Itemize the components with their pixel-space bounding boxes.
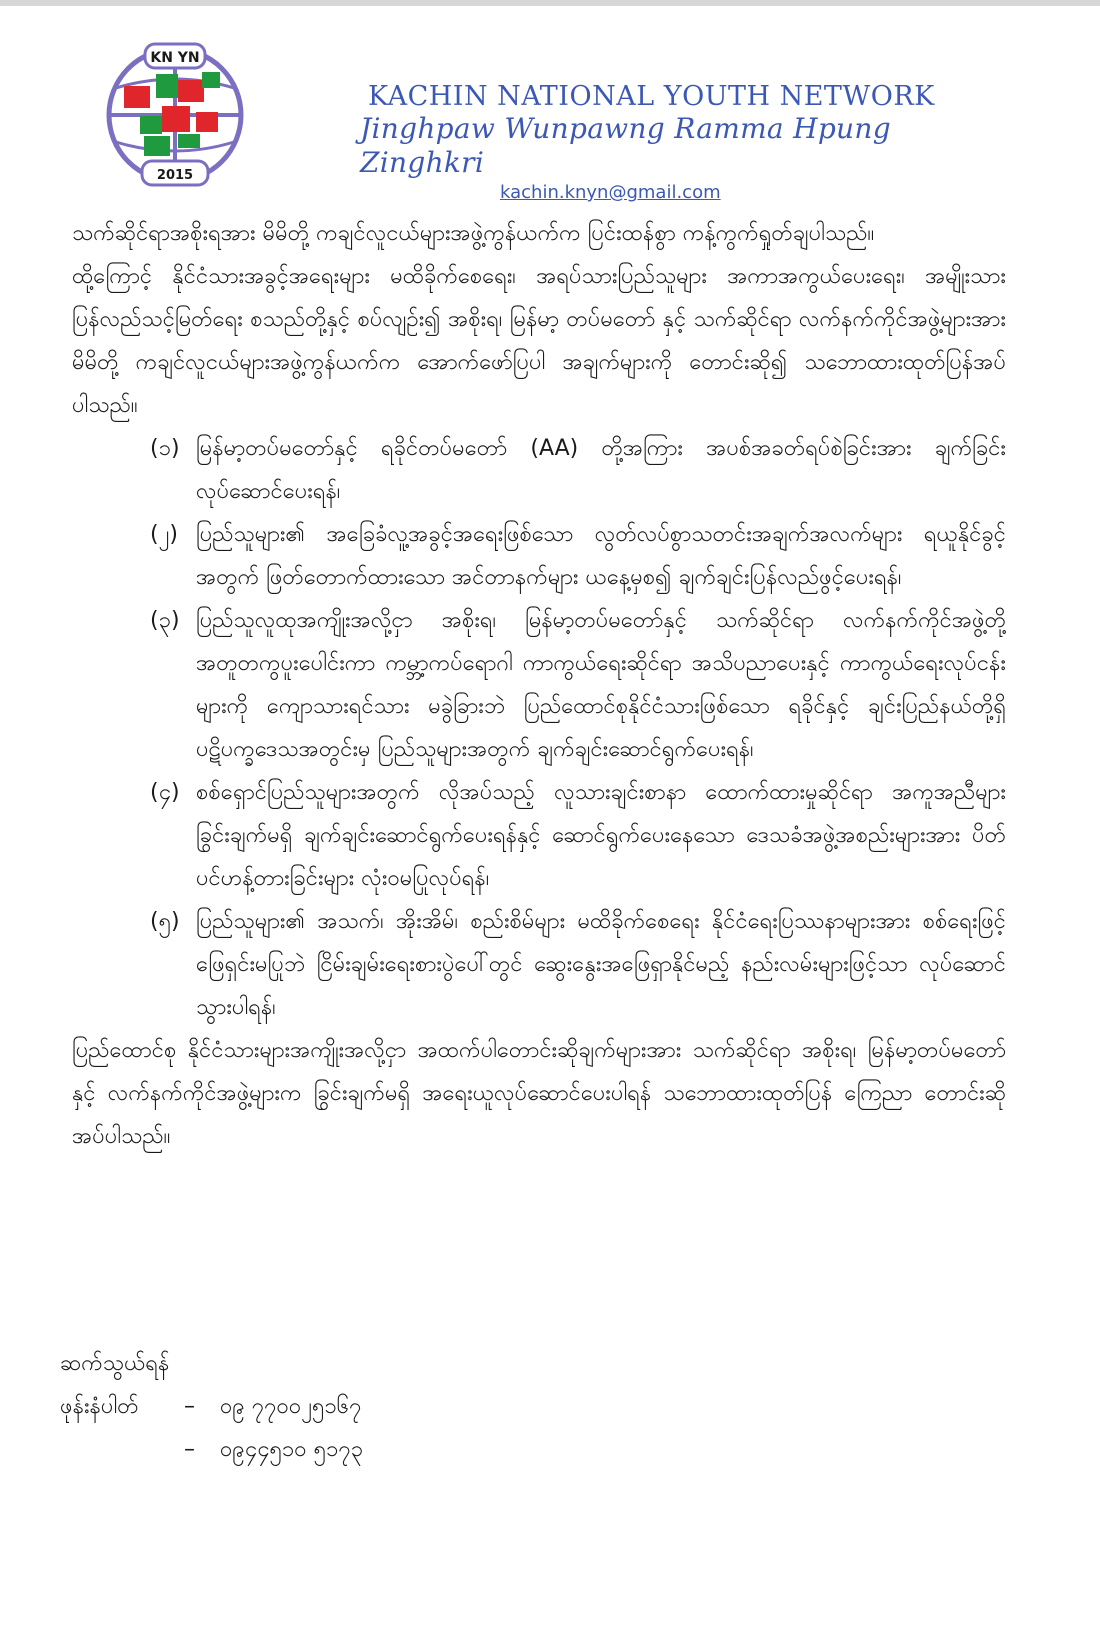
- demand-number: (၃): [150, 608, 180, 633]
- logo-red-block-2: [178, 80, 204, 102]
- demand-text: စစ်ရှောင်ပြည်သူများအတွက် လိုအပ်သည့် လူသားချင်းစာနာ ထောက်ထားမှုဆိုင်ရာ အကူအညီများ ခြွင်းချက်မရှိ ချက်ချင်းဆောင်ရွက်ပေးရန်နှင့် ဆောင်ရွက်ပေးနေသော ဒေသခံအဖွဲ့အစည်းများအား ပိတ်ပင်ဟန့်တားခြင်းများ လုံးဝမပြုလုပ်ရန်၊: [196, 780, 1006, 891]
- list-item: [72, 771, 1006, 900]
- logo-red-block-3: [162, 106, 190, 132]
- demand-number: (၁): [150, 436, 180, 461]
- knyn-logo: [100, 40, 250, 190]
- list-item: [72, 427, 1006, 513]
- closing-paragraph: ပြည်ထောင်စု နိုင်ငံသားများအကျိုးအလို့ငှာ အထက်ပါတောင်းဆိုချက်များအား သက်ဆိုင်ရာ အစိုးရ၊ မြန်မာ့တပ်မတော်နှင့် လက်နက်ကိုင်အဖွဲ့များက ခြွင်းချက်မရှိ အရေးယူလုပ်ဆောင်ပေးပါရန် သဘောထားထုတ်ပြန် ကြေညာ တောင်းဆိုအပ်ပါသည်။: [72, 1038, 1006, 1149]
- phone-label: ဖုန်းနံပါတ်: [60, 1394, 139, 1419]
- org-name: KACHIN NATIONAL YOUTH NETWORK: [368, 81, 935, 112]
- org-email-link[interactable]: kachin.knyn@gmail.com: [500, 182, 721, 203]
- demand-text: မြန်မာ့တပ်မတော်နှင့် ရခိုင်တပ်မတော် (AA) တို့အကြား အပစ်အခတ်ရပ်စဲခြင်းအား ချက်ခြင်း လုပ်ဆောင်ပေးရန်၊: [196, 436, 1006, 504]
- phone-dash: –: [184, 1394, 195, 1419]
- list-item: [72, 513, 1006, 599]
- demand-number: (၅): [150, 909, 180, 934]
- phone-number-2: ၀၉၄၄၅၁၀ ၅၁၇၃: [220, 1437, 364, 1462]
- demand-number: (၄): [150, 780, 180, 805]
- demand-number: (၂): [150, 522, 178, 547]
- contact-section: [60, 1342, 364, 1471]
- logo-year-text: 2015: [156, 168, 194, 183]
- demand-text: ပြည်သူများ၏ အခြေခံလူ့အခွင့်အရေးဖြစ်သော လွတ်လပ်စွာသတင်းအချက်အလက်များ ရယူနိုင်ခွင့်အတွက် ဖြတ်တောက်ထားသော အင်တာနက်များ ယနေ့မှစ၍ ချက်ချင်းပြန်လည်ဖွင့်ပေးရန်၊: [196, 522, 1006, 590]
- phone-number-1: ၀၉ ၇၇၀၀၂၅၁၆၇: [220, 1394, 362, 1419]
- list-item: [72, 599, 1006, 771]
- logo-red-block-1: [124, 86, 150, 108]
- phone-row-2: [60, 1428, 364, 1471]
- demands-list: [72, 427, 1006, 1029]
- org-subtitle: Jinghpaw Wunpawng Ramma Hpung Zinghkri: [360, 112, 891, 179]
- top-edge-strip: [0, 0, 1100, 6]
- intro-paragraph-2: ထို့ကြောင့် နိုင်ငံသားအခွင့်အရေးများ မထိခိုက်စေရေး၊ အရပ်သားပြည်သူများ အကာအကွယ်ပေးရေး၊ အမျိုးသားပြန်လည်သင့်မြတ်ရေး စသည်တို့နှင့် စပ်လျဉ်း၍ အစိုးရ၊ မြန်မာ့ တပ်မတော် နှင့် သက်ဆိုင်ရာ လက်နက်ကိုင်အဖွဲ့များအား မိမိတို့ ကချင်လူငယ်များအဖွဲ့ကွန်ယက်က အောက်ဖော်ပြပါ အချက်များကို တောင်းဆို၍ သဘောထားထုတ်ပြန်အပ်ပါသည်။: [72, 264, 1006, 418]
- logo-top-text: KN YN: [150, 50, 200, 66]
- demand-text: ပြည်သူများ၏ အသက်၊ အိုးအိမ်၊ စည်းစိမ်များ မထိခိုက်စေရေး နိုင်ငံရေးပြဿနာများအား စစ်ရေးဖြင့် ဖြေရှင်းမပြုဘဲ ငြိမ်းချမ်းရေးစားပွဲပေါ်တွင် ဆွေးနွေးအဖြေရှာနိုင်မည့် နည်းလမ်းများဖြင့်သာ လုပ်ဆောင်သွားပါရန်၊: [196, 909, 1006, 1020]
- logo-green-block-5: [178, 134, 200, 148]
- logo-green-block-3: [140, 116, 162, 134]
- phone-dash: –: [184, 1437, 195, 1462]
- logo-green-block-4: [144, 136, 170, 156]
- phone-row-1: [60, 1385, 362, 1428]
- intro-paragraph-1: သက်ဆိုင်ရာအစိုးရအား မိမိတို့ ကချင်လူငယ်များအဖွဲ့ကွန်ယက်က ပြင်းထန်စွာ ကန့်ကွက်ရှုတ်ချပါသည်။: [72, 221, 875, 246]
- demand-text: ပြည်သူလူထုအကျိုးအလို့ငှာ အစိုးရ၊ မြန်မာ့တပ်မတော်နှင့် သက်ဆိုင်ရာ လက်နက်ကိုင်အဖွဲ့တို့ အတူတကွပူးပေါင်းကာ ကမ္ဘာ့ကပ်ရောဂါ ကာကွယ်ရေးဆိုင်ရာ အသိပညာပေးနှင့် ကာကွယ်ရေးလုပ်ငန်းများကို ကျောသားရင်သား မခွဲခြားဘဲ ပြည်ထောင်စုနိုင်ငံသားဖြစ်သော ရခိုင်နှင့် ချင်းပြည်နယ်တို့ရှိ ပဋိပက္ခဒေသအတွင်းမှ ပြည်သူများအတွက် ချက်ချင်းဆောင်ရွက်ပေးရန်၊: [196, 608, 1006, 762]
- logo-green-block-1: [156, 74, 178, 98]
- logo-red-block-4: [196, 112, 218, 132]
- organization-header: [360, 82, 1020, 206]
- list-item: [72, 900, 1006, 1029]
- statement-body: [72, 212, 1006, 1158]
- contact-heading: ဆက်သွယ်ရန်: [60, 1351, 170, 1376]
- logo-green-block-2: [202, 72, 220, 88]
